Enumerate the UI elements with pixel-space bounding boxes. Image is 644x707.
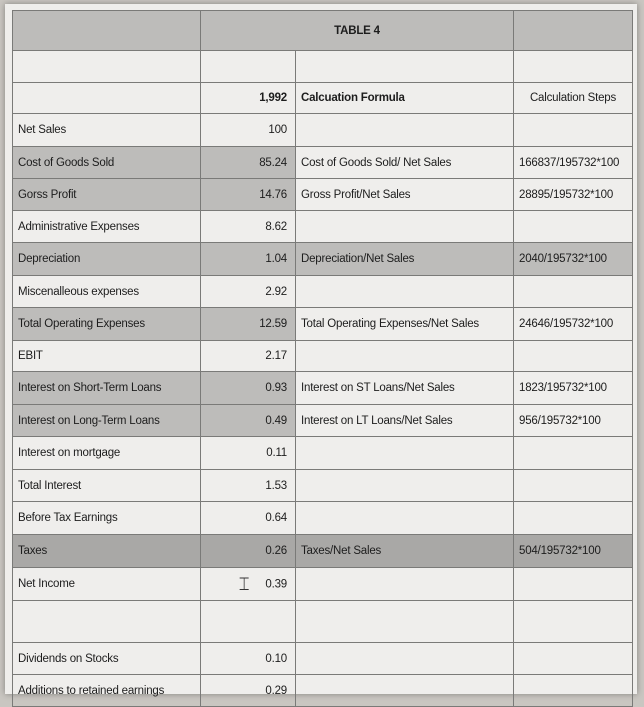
row-value: 0.39: [265, 578, 287, 591]
row-label: Taxes: [13, 535, 201, 568]
row-formula: [296, 211, 514, 243]
row-steps: [514, 502, 633, 535]
table-row: [13, 405, 633, 437]
empty-cell: [296, 51, 514, 83]
row-label: Cost of Goods Sold: [13, 147, 201, 179]
row-label: Miscenalleous expenses: [13, 276, 201, 308]
row-steps: [514, 675, 633, 707]
row-steps: 166837/195732*100: [514, 147, 633, 179]
table-row: [13, 437, 633, 470]
table-row: [13, 114, 633, 147]
row-steps: 504/195732*100: [514, 535, 633, 568]
row-label: Depreciation: [13, 243, 201, 276]
row-value: 2.17: [201, 341, 296, 372]
row-value: 0.64: [201, 502, 296, 535]
table-row: [13, 568, 633, 601]
formula-header: Calcuation Formula: [296, 83, 514, 114]
row-formula: [296, 643, 514, 675]
table-row: [13, 243, 633, 276]
row-label: Interest on Short-Term Loans: [13, 372, 201, 405]
row-value: 1.53: [201, 470, 296, 502]
row-value: 100: [201, 114, 296, 147]
table-row: [13, 341, 633, 372]
table-row: [13, 276, 633, 308]
row-steps: [514, 470, 633, 502]
row-label: Before Tax Earnings: [13, 502, 201, 535]
year-header: 1,992: [201, 83, 296, 114]
row-label: Interest on Long-Term Loans: [13, 405, 201, 437]
row-label: EBIT: [13, 341, 201, 372]
row-label: Dividends on Stocks: [13, 643, 201, 675]
table-row: [13, 372, 633, 405]
empty-cell: [13, 601, 201, 643]
row-value: 0.93: [201, 372, 296, 405]
header-row: [13, 83, 633, 114]
row-formula: [296, 470, 514, 502]
row-label: Gorss Profit: [13, 179, 201, 211]
row-formula: Depreciation/Net Sales: [296, 243, 514, 276]
row-formula: [296, 568, 514, 601]
row-value: 0.26: [201, 535, 296, 568]
row-label: Administrative Expenses: [13, 211, 201, 243]
row-formula: [296, 502, 514, 535]
spacer-row: [13, 51, 633, 83]
row-value: 0.49: [201, 405, 296, 437]
row-value: 12.59: [201, 308, 296, 341]
row-label: Total Operating Expenses: [13, 308, 201, 341]
row-value: 0.11: [201, 437, 296, 470]
table-title: TABLE 4: [201, 11, 514, 51]
row-steps: [514, 568, 633, 601]
title-row: [13, 11, 633, 51]
row-steps: 28895/195732*100: [514, 179, 633, 211]
row-steps: 956/195732*100: [514, 405, 633, 437]
row-steps: [514, 211, 633, 243]
empty-cell: [514, 601, 633, 643]
row-formula: [296, 675, 514, 707]
row-value-cell: [201, 568, 296, 601]
row-formula: Interest on LT Loans/Net Sales: [296, 405, 514, 437]
empty-cell: [13, 11, 201, 51]
row-formula: [296, 276, 514, 308]
table-row: [13, 147, 633, 179]
row-value: 14.76: [201, 179, 296, 211]
empty-cell: [296, 601, 514, 643]
table-row: [13, 643, 633, 675]
row-value: 2.92: [201, 276, 296, 308]
empty-cell: [13, 51, 201, 83]
row-formula: [296, 114, 514, 147]
row-steps: 1823/195732*100: [514, 372, 633, 405]
row-formula: Cost of Goods Sold/ Net Sales: [296, 147, 514, 179]
table-row: [13, 535, 633, 568]
empty-cell: [514, 51, 633, 83]
row-steps: 24646/195732*100: [514, 308, 633, 341]
empty-cell: [201, 601, 296, 643]
table-row: [13, 470, 633, 502]
row-label: Net Income: [13, 568, 201, 601]
row-steps: [514, 276, 633, 308]
row-steps: [514, 114, 633, 147]
financial-ratio-table: [12, 10, 633, 707]
row-label: Additions to retained earnings: [13, 675, 201, 707]
row-value: 8.62: [201, 211, 296, 243]
row-formula: Taxes/Net Sales: [296, 535, 514, 568]
row-label: Net Sales: [13, 114, 201, 147]
row-formula: Total Operating Expenses/Net Sales: [296, 308, 514, 341]
row-formula: Gross Profit/Net Sales: [296, 179, 514, 211]
row-value: 1.04: [201, 243, 296, 276]
spacer-row: [13, 601, 633, 643]
row-steps: [514, 437, 633, 470]
row-formula: [296, 341, 514, 372]
row-label: Total Interest: [13, 470, 201, 502]
table-row: [13, 211, 633, 243]
row-formula: [296, 437, 514, 470]
table-row: [13, 179, 633, 211]
row-value: 0.10: [201, 643, 296, 675]
table-row: [13, 502, 633, 535]
row-value: 85.24: [201, 147, 296, 179]
spreadsheet-photo: [5, 4, 637, 697]
row-steps: [514, 341, 633, 372]
empty-cell: [13, 83, 201, 114]
steps-header: Calculation Steps: [514, 83, 633, 114]
row-label: Interest on mortgage: [13, 437, 201, 470]
empty-cell: [201, 51, 296, 83]
empty-cell: [514, 11, 633, 51]
row-value: 0.29: [201, 675, 296, 707]
row-steps: [514, 643, 633, 675]
table-row: [13, 308, 633, 341]
row-formula: Interest on ST Loans/Net Sales: [296, 372, 514, 405]
table-row: [13, 675, 633, 707]
row-steps: 2040/195732*100: [514, 243, 633, 276]
text-cursor-icon: ⌶: [238, 573, 250, 595]
